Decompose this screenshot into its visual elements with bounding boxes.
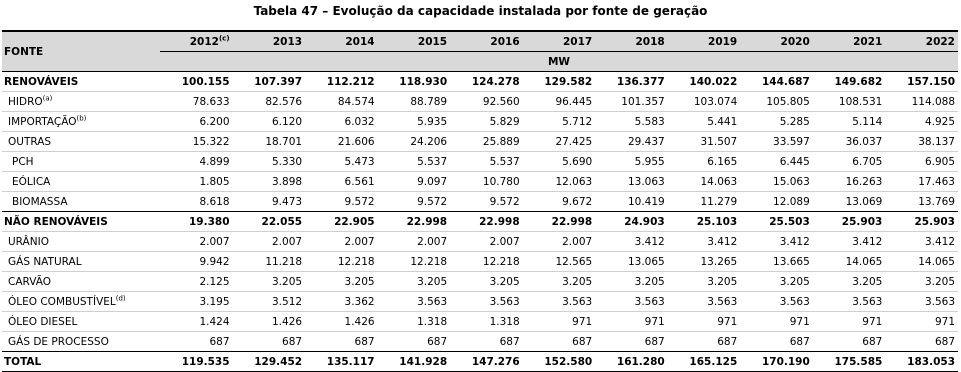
value-cell: 114.088 [885, 92, 958, 112]
value-cell: 3.563 [813, 292, 886, 312]
value-cell: 9.572 [378, 192, 451, 212]
value-cell: 6.165 [668, 152, 741, 172]
value-cell: 6.200 [160, 112, 233, 132]
table-row [2, 272, 958, 292]
value-cell: 13.265 [668, 252, 741, 272]
value-cell: 3.205 [813, 272, 886, 292]
value-cell: 6.705 [813, 152, 886, 172]
value-cell: 3.205 [595, 272, 668, 292]
value-cell: 971 [885, 312, 958, 332]
value-cell: 22.905 [305, 212, 378, 232]
table-row [2, 252, 958, 272]
value-cell: 687 [305, 332, 378, 352]
value-cell: 124.278 [450, 72, 523, 92]
year-header: 2014 [305, 31, 378, 52]
value-cell: 33.597 [740, 132, 813, 152]
value-cell: 687 [813, 332, 886, 352]
value-cell: 1.318 [450, 312, 523, 332]
value-cell: 3.563 [378, 292, 451, 312]
value-cell: 971 [595, 312, 668, 332]
row-label: PCH [2, 152, 160, 172]
value-cell: 144.687 [740, 72, 813, 92]
value-cell: 14.065 [885, 252, 958, 272]
year-header: 2017 [523, 31, 596, 52]
value-cell: 5.583 [595, 112, 668, 132]
value-cell: 10.419 [595, 192, 668, 212]
value-cell: 3.205 [740, 272, 813, 292]
value-cell: 31.507 [668, 132, 741, 152]
table-row [2, 132, 958, 152]
table-row [2, 172, 958, 192]
value-cell: 157.150 [885, 72, 958, 92]
value-cell: 9.572 [305, 192, 378, 212]
year-header: 2015 [378, 31, 451, 52]
value-cell: 16.263 [813, 172, 886, 192]
value-cell: 3.205 [378, 272, 451, 292]
year-header: 2018 [595, 31, 668, 52]
value-cell: 5.330 [233, 152, 306, 172]
value-cell: 687 [523, 332, 596, 352]
value-cell: 13.665 [740, 252, 813, 272]
value-cell: 12.218 [378, 252, 451, 272]
value-cell: 12.218 [305, 252, 378, 272]
row-label: EÓLICA [2, 172, 160, 192]
value-cell: 1.426 [305, 312, 378, 332]
unit-label: MW [160, 52, 958, 72]
value-cell: 3.898 [233, 172, 306, 192]
value-cell: 3.512 [233, 292, 306, 312]
value-cell: 5.537 [378, 152, 451, 172]
value-cell: 3.563 [595, 292, 668, 312]
value-cell: 14.065 [813, 252, 886, 272]
value-cell: 971 [740, 312, 813, 332]
value-cell: 3.412 [813, 232, 886, 252]
value-cell: 9.097 [378, 172, 451, 192]
value-cell: 1.318 [378, 312, 451, 332]
value-cell: 147.276 [450, 352, 523, 372]
year-header: 2019 [668, 31, 741, 52]
value-cell: 3.205 [233, 272, 306, 292]
value-cell: 5.285 [740, 112, 813, 132]
value-cell: 118.930 [378, 72, 451, 92]
value-cell: 136.377 [595, 72, 668, 92]
value-cell: 5.955 [595, 152, 668, 172]
row-label: ÓLEO COMBUSTÍVEL$^{(d)}$ [2, 292, 160, 312]
value-cell: 971 [668, 312, 741, 332]
group-row [2, 72, 958, 92]
value-cell: 10.780 [450, 172, 523, 192]
value-cell: 9.572 [450, 192, 523, 212]
value-cell: 687 [378, 332, 451, 352]
value-cell: 18.701 [233, 132, 306, 152]
value-cell: 5.441 [668, 112, 741, 132]
value-cell: 5.712 [523, 112, 596, 132]
value-cell: 12.063 [523, 172, 596, 192]
value-cell: 25.889 [450, 132, 523, 152]
value-cell: 687 [160, 332, 233, 352]
row-label: IMPORTAÇÃO$^{(b)}$ [2, 112, 160, 132]
value-cell: 27.425 [523, 132, 596, 152]
table-row [2, 152, 958, 172]
table-row [2, 312, 958, 332]
value-cell: 3.563 [523, 292, 596, 312]
value-cell: 971 [523, 312, 596, 332]
table-row [2, 332, 958, 352]
value-cell: 6.561 [305, 172, 378, 192]
value-cell: 2.007 [233, 232, 306, 252]
value-cell: 108.531 [813, 92, 886, 112]
table-row [2, 292, 958, 312]
row-label: URÂNIO [2, 232, 160, 252]
value-cell: 165.125 [668, 352, 741, 372]
value-cell: 25.503 [740, 212, 813, 232]
row-label: NÃO RENOVÁVEIS [2, 212, 160, 232]
value-cell: 5.114 [813, 112, 886, 132]
capacity-table [2, 30, 958, 372]
table-row [2, 92, 958, 112]
value-cell: 687 [450, 332, 523, 352]
value-cell: 5.935 [378, 112, 451, 132]
year-header: 2020 [740, 31, 813, 52]
value-cell: 84.574 [305, 92, 378, 112]
year-header: 2022 [885, 31, 958, 52]
value-cell: 3.362 [305, 292, 378, 312]
value-cell: 149.682 [813, 72, 886, 92]
value-cell: 161.280 [595, 352, 668, 372]
value-cell: 135.117 [305, 352, 378, 372]
value-cell: 1.805 [160, 172, 233, 192]
total-row [2, 352, 958, 372]
value-cell: 5.473 [305, 152, 378, 172]
value-cell: 92.560 [450, 92, 523, 112]
value-cell: 22.055 [233, 212, 306, 232]
value-cell: 24.903 [595, 212, 668, 232]
value-cell: 12.089 [740, 192, 813, 212]
value-cell: 152.580 [523, 352, 596, 372]
value-cell: 19.380 [160, 212, 233, 232]
value-cell: 3.412 [885, 232, 958, 252]
value-cell: 687 [233, 332, 306, 352]
value-cell: 183.053 [885, 352, 958, 372]
value-cell: 1.424 [160, 312, 233, 332]
value-cell: 9.473 [233, 192, 306, 212]
value-cell: 1.426 [233, 312, 306, 332]
value-cell: 687 [595, 332, 668, 352]
value-cell: 140.022 [668, 72, 741, 92]
row-label: ÓLEO DIESEL [2, 312, 160, 332]
value-cell: 100.155 [160, 72, 233, 92]
value-cell: 12.218 [450, 252, 523, 272]
value-cell: 88.789 [378, 92, 451, 112]
value-cell: 15.063 [740, 172, 813, 192]
value-cell: 6.120 [233, 112, 306, 132]
value-cell: 6.905 [885, 152, 958, 172]
year-header: 2021 [813, 31, 886, 52]
value-cell: 2.007 [305, 232, 378, 252]
value-cell: 3.563 [668, 292, 741, 312]
table-row [2, 112, 958, 132]
value-cell: 3.412 [595, 232, 668, 252]
row-label: RENOVÁVEIS [2, 72, 160, 92]
row-label: BIOMASSA [2, 192, 160, 212]
value-cell: 25.903 [813, 212, 886, 232]
value-cell: 17.463 [885, 172, 958, 192]
value-cell: 103.074 [668, 92, 741, 112]
fonte-header: FONTE [2, 31, 160, 72]
value-cell: 101.357 [595, 92, 668, 112]
row-label: OUTRAS [2, 132, 160, 152]
value-cell: 82.576 [233, 92, 306, 112]
row-label: TOTAL [2, 352, 160, 372]
value-cell: 3.412 [740, 232, 813, 252]
value-cell: 5.829 [450, 112, 523, 132]
value-cell: 13.065 [595, 252, 668, 272]
value-cell: 12.565 [523, 252, 596, 272]
value-cell: 22.998 [378, 212, 451, 232]
value-cell: 22.998 [450, 212, 523, 232]
value-cell: 3.205 [885, 272, 958, 292]
value-cell: 3.205 [450, 272, 523, 292]
value-cell: 3.563 [885, 292, 958, 312]
value-cell: 105.805 [740, 92, 813, 112]
row-label: GÁS NATURAL [2, 252, 160, 272]
value-cell: 3.205 [523, 272, 596, 292]
year-header: 2013 [233, 31, 306, 52]
value-cell: 3.205 [668, 272, 741, 292]
value-cell: 2.007 [523, 232, 596, 252]
value-cell: 170.190 [740, 352, 813, 372]
value-cell: 3.205 [305, 272, 378, 292]
value-cell: 107.397 [233, 72, 306, 92]
value-cell: 3.412 [668, 232, 741, 252]
value-cell: 129.582 [523, 72, 596, 92]
value-cell: 112.212 [305, 72, 378, 92]
value-cell: 687 [740, 332, 813, 352]
value-cell: 6.445 [740, 152, 813, 172]
value-cell: 11.279 [668, 192, 741, 212]
value-cell: 687 [885, 332, 958, 352]
value-cell: 175.585 [813, 352, 886, 372]
value-cell: 13.769 [885, 192, 958, 212]
row-label: CARVÃO [2, 272, 160, 292]
value-cell: 22.998 [523, 212, 596, 232]
value-cell: 25.103 [668, 212, 741, 232]
value-cell: 11.218 [233, 252, 306, 272]
value-cell: 2.007 [378, 232, 451, 252]
value-cell: 96.445 [523, 92, 596, 112]
value-cell: 141.928 [378, 352, 451, 372]
value-cell: 687 [668, 332, 741, 352]
value-cell: 5.690 [523, 152, 596, 172]
value-cell: 3.563 [450, 292, 523, 312]
value-cell: 21.606 [305, 132, 378, 152]
value-cell: 14.063 [668, 172, 741, 192]
value-cell: 6.032 [305, 112, 378, 132]
value-cell: 129.452 [233, 352, 306, 372]
value-cell: 3.563 [740, 292, 813, 312]
year-header: 2016 [450, 31, 523, 52]
value-cell: 8.618 [160, 192, 233, 212]
value-cell: 2.125 [160, 272, 233, 292]
table-row [2, 232, 958, 252]
value-cell: 24.206 [378, 132, 451, 152]
value-cell: 9.942 [160, 252, 233, 272]
value-cell: 29.437 [595, 132, 668, 152]
table-row [2, 192, 958, 212]
value-cell: 3.195 [160, 292, 233, 312]
value-cell: 2.007 [160, 232, 233, 252]
year-header: 2012$^{(c)}$ [160, 31, 233, 52]
row-label: HIDRO$^{(a)}$ [2, 92, 160, 112]
year-header-row [2, 31, 958, 52]
value-cell: 15.322 [160, 132, 233, 152]
value-cell: 971 [813, 312, 886, 332]
value-cell: 13.063 [595, 172, 668, 192]
value-cell: 38.137 [885, 132, 958, 152]
value-cell: 13.069 [813, 192, 886, 212]
value-cell: 4.925 [885, 112, 958, 132]
value-cell: 78.633 [160, 92, 233, 112]
value-cell: 119.535 [160, 352, 233, 372]
value-cell: 36.037 [813, 132, 886, 152]
value-cell: 25.903 [885, 212, 958, 232]
row-label: GÁS DE PROCESSO [2, 332, 160, 352]
value-cell: 5.537 [450, 152, 523, 172]
value-cell: 4.899 [160, 152, 233, 172]
table-title: Tabela 47 – Evolução da capacidade instalada por fonte de geração [253, 4, 708, 18]
value-cell: 2.007 [450, 232, 523, 252]
group-row [2, 212, 958, 232]
value-cell: 9.672 [523, 192, 596, 212]
